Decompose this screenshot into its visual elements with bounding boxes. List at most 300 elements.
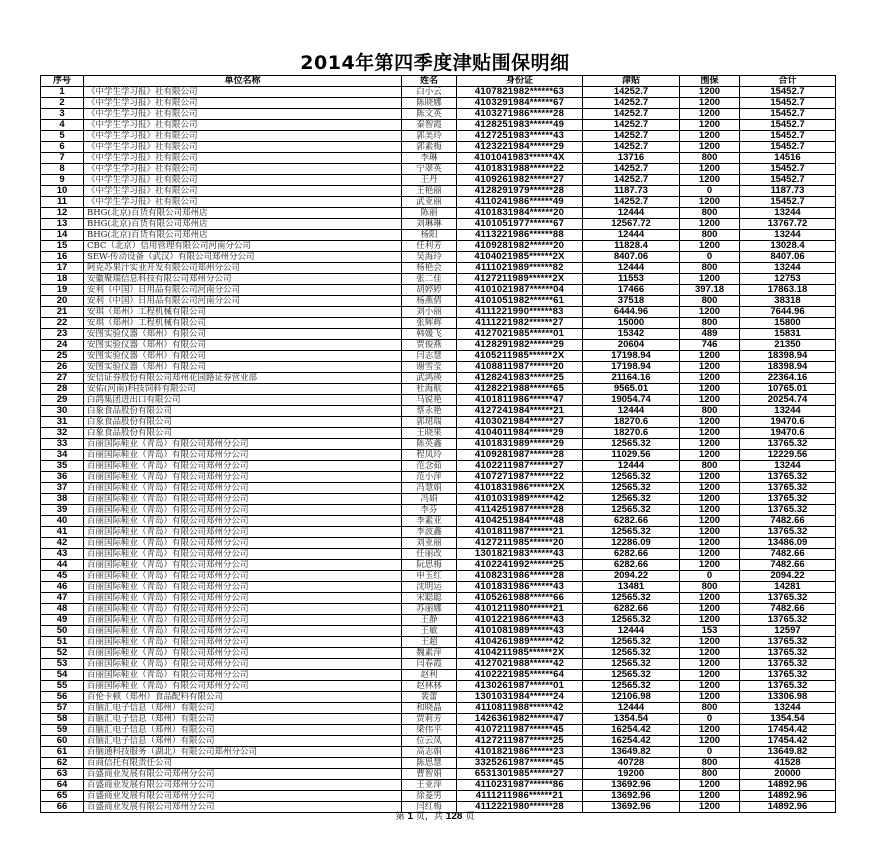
person-name: 闫志慧 — [402, 351, 457, 362]
total-value: 8407.06 — [740, 252, 836, 263]
id-number: 4101831986******43 — [457, 582, 583, 593]
row-index: 7 — [41, 153, 84, 164]
insurance-value: 1200 — [680, 615, 740, 626]
insurance-value: 0 — [680, 747, 740, 758]
footer-prefix: 第 — [395, 812, 405, 822]
table-row — [41, 769, 836, 780]
allowance-value: 19054.74 — [583, 395, 680, 406]
person-name: 蔡永艳 — [402, 406, 457, 417]
id-number: 4108811987******20 — [457, 362, 583, 373]
allowance-value: 19200 — [583, 769, 680, 780]
table-row — [41, 329, 836, 340]
company-name: 安利（中国）日用品有限公司河南分公司 — [84, 285, 402, 296]
insurance-value: 800 — [680, 461, 740, 472]
company-name: 百丽国际鞋业（青岛）有限公司郑州分公司 — [84, 615, 402, 626]
total-value: 15452.7 — [740, 109, 836, 120]
row-index: 47 — [41, 593, 84, 604]
company-name: BHG(北京)百货有限公司郑州店 — [84, 230, 402, 241]
allowance-value: 37518 — [583, 296, 680, 307]
total-value: 22364.16 — [740, 373, 836, 384]
allowance-value: 12286.09 — [583, 538, 680, 549]
table-row — [41, 384, 836, 395]
row-index: 35 — [41, 461, 84, 472]
table-row — [41, 626, 836, 637]
insurance-value: 1200 — [680, 450, 740, 461]
person-name: 苏丽娜 — [402, 604, 457, 615]
header-company: 单位名称 — [84, 76, 402, 87]
person-name: 程凤玲 — [402, 450, 457, 461]
allowance-value: 12565.32 — [583, 593, 680, 604]
id-number: 4105261988******66 — [457, 593, 583, 604]
person-name: 王丹 — [402, 175, 457, 186]
total-value: 38318 — [740, 296, 836, 307]
table-row — [41, 549, 836, 560]
allowance-value: 14252.7 — [583, 197, 680, 208]
total-value: 13649.82 — [740, 747, 836, 758]
company-name: 百丽国际鞋业（青岛）有限公司郑州分公司 — [84, 670, 402, 681]
insurance-value: 0 — [680, 714, 740, 725]
company-name: 百丽国际鞋业（青岛）有限公司郑州分公司 — [84, 659, 402, 670]
allowance-value: 21164.16 — [583, 373, 680, 384]
total-value: 20000 — [740, 769, 836, 780]
id-number: 4101821986******23 — [457, 747, 583, 758]
company-name: 百丽国际鞋业（青岛）有限公司郑州分公司 — [84, 681, 402, 692]
total-value: 14281 — [740, 582, 836, 593]
company-name: BHG(北京)百货有限公司郑州店 — [84, 208, 402, 219]
table-row — [41, 219, 836, 230]
person-name: 王亚萍 — [402, 780, 457, 791]
total-value: 10765.01 — [740, 384, 836, 395]
allowance-value: 6282.66 — [583, 560, 680, 571]
insurance-value: 1200 — [680, 131, 740, 142]
insurance-value: 1200 — [680, 736, 740, 747]
company-name: 百丽国际鞋业（青岛）有限公司郑州分公司 — [84, 516, 402, 527]
total-value: 13765.32 — [740, 637, 836, 648]
row-index: 24 — [41, 340, 84, 351]
id-number: 4101031989******42 — [457, 494, 583, 505]
person-name: 杨阳 — [402, 230, 457, 241]
allowance-value: 13692.96 — [583, 780, 680, 791]
person-name: 杨燕倩 — [402, 296, 457, 307]
total-value: 13767.72 — [740, 219, 836, 230]
person-name: 杨艳会 — [402, 263, 457, 274]
insurance-value: 800 — [680, 769, 740, 780]
allowance-value: 12444 — [583, 406, 680, 417]
table-row — [41, 131, 836, 142]
company-name: 安琪（郑州）工程机械有限公司 — [84, 318, 402, 329]
insurance-value: 1200 — [680, 560, 740, 571]
allowance-value: 14252.7 — [583, 98, 680, 109]
person-name: 宁翠英 — [402, 164, 457, 175]
person-name: 郭珺瑞 — [402, 417, 457, 428]
total-value: 13765.32 — [740, 505, 836, 516]
footer-total-pages: 128 — [445, 811, 463, 822]
allowance-value: 12444 — [583, 461, 680, 472]
company-name: 白象食品股份有限公司 — [84, 417, 402, 428]
table-row — [41, 417, 836, 428]
id-number: 4101831989******29 — [457, 439, 583, 450]
row-index: 26 — [41, 362, 84, 373]
row-index: 46 — [41, 582, 84, 593]
allowance-value: 11029.56 — [583, 450, 680, 461]
row-index: 53 — [41, 659, 84, 670]
id-number: 4102241992******25 — [457, 560, 583, 571]
row-index: 17 — [41, 263, 84, 274]
page-footer — [0, 809, 870, 822]
insurance-value: 397.18 — [680, 285, 740, 296]
allowance-value: 12565.32 — [583, 439, 680, 450]
company-name: 百丽国际鞋业（青岛）有限公司郑州分公司 — [84, 527, 402, 538]
row-index: 14 — [41, 230, 84, 241]
allowance-value: 20604 — [583, 340, 680, 351]
company-name: BHG(北京)百货有限公司郑州店 — [84, 219, 402, 230]
id-number: 4128241983******25 — [457, 373, 583, 384]
total-value: 15452.7 — [740, 98, 836, 109]
insurance-value: 800 — [680, 582, 740, 593]
table-row — [41, 736, 836, 747]
insurance-value: 1200 — [680, 142, 740, 153]
id-number: 4110231987******86 — [457, 780, 583, 791]
person-name: 闫春霞 — [402, 659, 457, 670]
row-index: 19 — [41, 285, 84, 296]
company-name: 《中学生学习报》社有限公司 — [84, 98, 402, 109]
allowance-value: 17198.94 — [583, 351, 680, 362]
total-value: 17863.18 — [740, 285, 836, 296]
allowance-value: 6282.66 — [583, 516, 680, 527]
table-row — [41, 758, 836, 769]
row-index: 45 — [41, 571, 84, 582]
row-index: 39 — [41, 505, 84, 516]
page-title: 2014年第四季度津贴围保明细 — [300, 52, 570, 74]
insurance-value: 1200 — [680, 516, 740, 527]
table-row — [41, 296, 836, 307]
total-value: 12597 — [740, 626, 836, 637]
person-name: 贾莉芳 — [402, 714, 457, 725]
insurance-value: 1200 — [680, 692, 740, 703]
insurance-value: 1200 — [680, 351, 740, 362]
company-name: 白鸽集团进出口有限公司 — [84, 395, 402, 406]
company-name: 百丽国际鞋业（青岛）有限公司郑州分公司 — [84, 461, 402, 472]
allowance-value: 15000 — [583, 318, 680, 329]
person-name: 张辉辉 — [402, 318, 457, 329]
allowance-value: 17198.94 — [583, 362, 680, 373]
company-name: 《中学生学习报》社有限公司 — [84, 87, 402, 98]
insurance-value: 1200 — [680, 362, 740, 373]
total-value: 14516 — [740, 153, 836, 164]
allowance-value: 12444 — [583, 703, 680, 714]
row-index: 4 — [41, 120, 84, 131]
insurance-value: 800 — [680, 296, 740, 307]
company-name: 百脑汇电子信息（郑州）有限公司 — [84, 725, 402, 736]
id-number: 4109281987******28 — [457, 450, 583, 461]
row-index: 61 — [41, 747, 84, 758]
total-value: 13765.32 — [740, 494, 836, 505]
id-number: 4113221986******88 — [457, 230, 583, 241]
table-row — [41, 725, 836, 736]
company-name: 百商信托有限责任公司 — [84, 758, 402, 769]
allowance-value: 13481 — [583, 582, 680, 593]
allowance-value: 13692.96 — [583, 791, 680, 802]
insurance-value: 1200 — [680, 219, 740, 230]
table-row — [41, 263, 836, 274]
row-index: 18 — [41, 274, 84, 285]
header-id-number: 身份证 — [457, 76, 583, 87]
company-name: 百丽国际鞋业（青岛）有限公司郑州分公司 — [84, 538, 402, 549]
table-row — [41, 307, 836, 318]
insurance-value: 1200 — [680, 483, 740, 494]
person-name: 赵林林 — [402, 681, 457, 692]
insurance-value: 1200 — [680, 549, 740, 560]
insurance-value: 0 — [680, 186, 740, 197]
person-name: 高志娟 — [402, 747, 457, 758]
table-row — [41, 692, 836, 703]
allowance-value: 12567.72 — [583, 219, 680, 230]
person-name: 胡婷婷 — [402, 285, 457, 296]
insurance-value: 746 — [680, 340, 740, 351]
table-row — [41, 428, 836, 439]
table-row — [41, 373, 836, 384]
insurance-value: 1200 — [680, 780, 740, 791]
allowance-value: 12444 — [583, 626, 680, 637]
id-number: 4101831988******22 — [457, 164, 583, 175]
person-name: 马锐艳 — [402, 395, 457, 406]
person-name: 郭素梅 — [402, 142, 457, 153]
insurance-value: 1200 — [680, 670, 740, 681]
table-row — [41, 494, 836, 505]
table-row — [41, 637, 836, 648]
total-value: 13765.32 — [740, 648, 836, 659]
row-index: 9 — [41, 175, 84, 186]
id-number: 6531301985******27 — [457, 769, 583, 780]
id-number: 4127021988******42 — [457, 659, 583, 670]
company-name: 安徽聚瑞信息科技有限公司郑州分公司 — [84, 274, 402, 285]
total-value: 12753 — [740, 274, 836, 285]
allowance-value: 6444.96 — [583, 307, 680, 318]
allowance-value: 12444 — [583, 208, 680, 219]
insurance-value: 1200 — [680, 373, 740, 384]
row-index: 65 — [41, 791, 84, 802]
table-row — [41, 362, 836, 373]
table-row — [41, 153, 836, 164]
allowance-value: 12565.32 — [583, 472, 680, 483]
person-name: 徐菱男 — [402, 791, 457, 802]
id-number: 4101021987******04 — [457, 285, 583, 296]
row-index: 36 — [41, 472, 84, 483]
company-name: 百丽国际鞋业（青岛）有限公司郑州分公司 — [84, 549, 402, 560]
insurance-value: 1200 — [680, 109, 740, 120]
insurance-value: 1200 — [680, 802, 740, 813]
footer-middle: 页，共 — [415, 812, 443, 822]
company-name: 百脑汇电子信息（郑州）有限公司 — [84, 736, 402, 747]
row-index: 52 — [41, 648, 84, 659]
total-value: 15452.7 — [740, 142, 836, 153]
company-name: 《中学生学习报》社有限公司 — [84, 142, 402, 153]
row-index: 38 — [41, 494, 84, 505]
company-name: 百丽国际鞋业（青岛）有限公司郑州分公司 — [84, 637, 402, 648]
table-row — [41, 230, 836, 241]
company-name: 百盛商业发展有限公司郑州分公司 — [84, 791, 402, 802]
table-row — [41, 593, 836, 604]
person-name: 宋聪聪 — [402, 593, 457, 604]
table-row — [41, 472, 836, 483]
company-name: 百丽国际鞋业（青岛）有限公司郑州分公司 — [84, 505, 402, 516]
row-index: 60 — [41, 736, 84, 747]
insurance-value: 1200 — [680, 648, 740, 659]
allowance-value: 12565.32 — [583, 615, 680, 626]
table-row — [41, 406, 836, 417]
person-name: 赵利 — [402, 670, 457, 681]
row-index: 2 — [41, 98, 84, 109]
table-row — [41, 604, 836, 615]
company-name: 百盛商业发展有限公司郑州分公司 — [84, 802, 402, 813]
insurance-value: 1200 — [680, 384, 740, 395]
person-name: 梁伟平 — [402, 725, 457, 736]
allowance-value: 18270.6 — [583, 417, 680, 428]
total-value: 7482.66 — [740, 549, 836, 560]
insurance-value: 1200 — [680, 659, 740, 670]
id-number: 4127211987******25 — [457, 736, 583, 747]
company-name: 百盛商业发展有限公司郑州分公司 — [84, 780, 402, 791]
row-index: 49 — [41, 615, 84, 626]
allowance-value: 13649.82 — [583, 747, 680, 758]
table-row — [41, 439, 836, 450]
row-index: 44 — [41, 560, 84, 571]
table-row — [41, 208, 836, 219]
total-value: 13244 — [740, 703, 836, 714]
row-index: 31 — [41, 417, 84, 428]
total-value: 15452.7 — [740, 175, 836, 186]
total-value: 7482.66 — [740, 604, 836, 615]
person-name: 秦智霞 — [402, 120, 457, 131]
allowance-value: 12565.32 — [583, 681, 680, 692]
table-row — [41, 538, 836, 549]
allowance-value: 1187.73 — [583, 186, 680, 197]
row-index: 58 — [41, 714, 84, 725]
allowance-value: 12565.32 — [583, 527, 680, 538]
id-number: 4128251983******49 — [457, 120, 583, 131]
person-name: 李琳 — [402, 153, 457, 164]
company-name: 百脑通科技服务（湖北）有限公司郑州分公司 — [84, 747, 402, 758]
total-value: 13765.32 — [740, 670, 836, 681]
row-index: 1 — [41, 87, 84, 98]
table-row — [41, 483, 836, 494]
person-name: 陈文英 — [402, 109, 457, 120]
row-index: 25 — [41, 351, 84, 362]
total-value: 13765.32 — [740, 593, 836, 604]
insurance-value: 1200 — [680, 791, 740, 802]
insurance-value: 800 — [680, 153, 740, 164]
table-row — [41, 670, 836, 681]
row-index: 33 — [41, 439, 84, 450]
table-row — [41, 274, 836, 285]
table-row — [41, 681, 836, 692]
company-name: 《中学生学习报》社有限公司 — [84, 197, 402, 208]
insurance-value: 1200 — [680, 120, 740, 131]
row-index: 13 — [41, 219, 84, 230]
person-name: 裴蕾 — [402, 692, 457, 703]
table-row — [41, 87, 836, 98]
total-value: 14892.96 — [740, 791, 836, 802]
id-number: 4101051977******67 — [457, 219, 583, 230]
person-name: 范小萍 — [402, 472, 457, 483]
company-name: 百丽国际鞋业（青岛）有限公司郑州分公司 — [84, 571, 402, 582]
person-name: 冯娟 — [402, 494, 457, 505]
insurance-value: 800 — [680, 406, 740, 417]
row-index: 50 — [41, 626, 84, 637]
total-value: 13244 — [740, 406, 836, 417]
total-value: 13765.32 — [740, 483, 836, 494]
company-name: 安图实验仪器（郑州）有限公司 — [84, 340, 402, 351]
insurance-value: 1200 — [680, 472, 740, 483]
company-name: 安图实验仪器（郑州）有限公司 — [84, 329, 402, 340]
company-name: 《中学生学习报》社有限公司 — [84, 109, 402, 120]
allowance-value: 11828.4 — [583, 241, 680, 252]
id-number: 4128221988******65 — [457, 384, 583, 395]
row-index: 12 — [41, 208, 84, 219]
company-name: 百丽国际鞋业（青岛）有限公司郑州分公司 — [84, 626, 402, 637]
allowance-value: 12565.32 — [583, 648, 680, 659]
id-number: 4127211989******2X — [457, 274, 583, 285]
row-index: 43 — [41, 549, 84, 560]
row-index: 3 — [41, 109, 84, 120]
allowance-value: 40728 — [583, 758, 680, 769]
row-index: 34 — [41, 450, 84, 461]
person-name: 陈晓娜 — [402, 98, 457, 109]
id-number: 4112221980******28 — [457, 802, 583, 813]
total-value: 15452.7 — [740, 197, 836, 208]
person-name: 郭美玲 — [402, 131, 457, 142]
person-name: 和晓晶 — [402, 703, 457, 714]
table-row — [41, 186, 836, 197]
table-row — [41, 142, 836, 153]
row-index: 10 — [41, 186, 84, 197]
insurance-value: 1200 — [680, 175, 740, 186]
company-name: 安信证券股份有限公司郑州花园路证券营业部 — [84, 373, 402, 384]
table-row — [41, 648, 836, 659]
allowance-value: 11553 — [583, 274, 680, 285]
row-index: 57 — [41, 703, 84, 714]
header-total: 合计 — [740, 76, 836, 87]
allowance-value: 13692.96 — [583, 802, 680, 813]
allowance-value: 15342 — [583, 329, 680, 340]
company-name: 《中学生学习报》社有限公司 — [84, 175, 402, 186]
table-row — [41, 714, 836, 725]
insurance-value: 800 — [680, 758, 740, 769]
id-number: 4101211980******21 — [457, 604, 583, 615]
allowance-value: 12565.32 — [583, 659, 680, 670]
insurance-value: 1200 — [680, 417, 740, 428]
row-index: 54 — [41, 670, 84, 681]
id-number: 1301031984******24 — [457, 692, 583, 703]
allowance-value: 6282.66 — [583, 549, 680, 560]
id-number: 4101811987******21 — [457, 527, 583, 538]
table-row — [41, 351, 836, 362]
row-index: 29 — [41, 395, 84, 406]
company-name: 安图实验仪器（郑州）有限公司 — [84, 351, 402, 362]
allowance-value: 12565.32 — [583, 505, 680, 516]
table-header-row — [41, 76, 836, 87]
total-value: 19470.6 — [740, 417, 836, 428]
table-row — [41, 109, 836, 120]
person-name: 武鸿瑛 — [402, 373, 457, 384]
company-name: 百伦卡顿（郑州）食品配料有限公司 — [84, 692, 402, 703]
allowance-value: 6282.66 — [583, 604, 680, 615]
id-number: 4111221982******27 — [457, 318, 583, 329]
insurance-value: 800 — [680, 230, 740, 241]
total-value: 7482.66 — [740, 516, 836, 527]
insurance-value: 1200 — [680, 538, 740, 549]
header-name: 姓名 — [402, 76, 457, 87]
